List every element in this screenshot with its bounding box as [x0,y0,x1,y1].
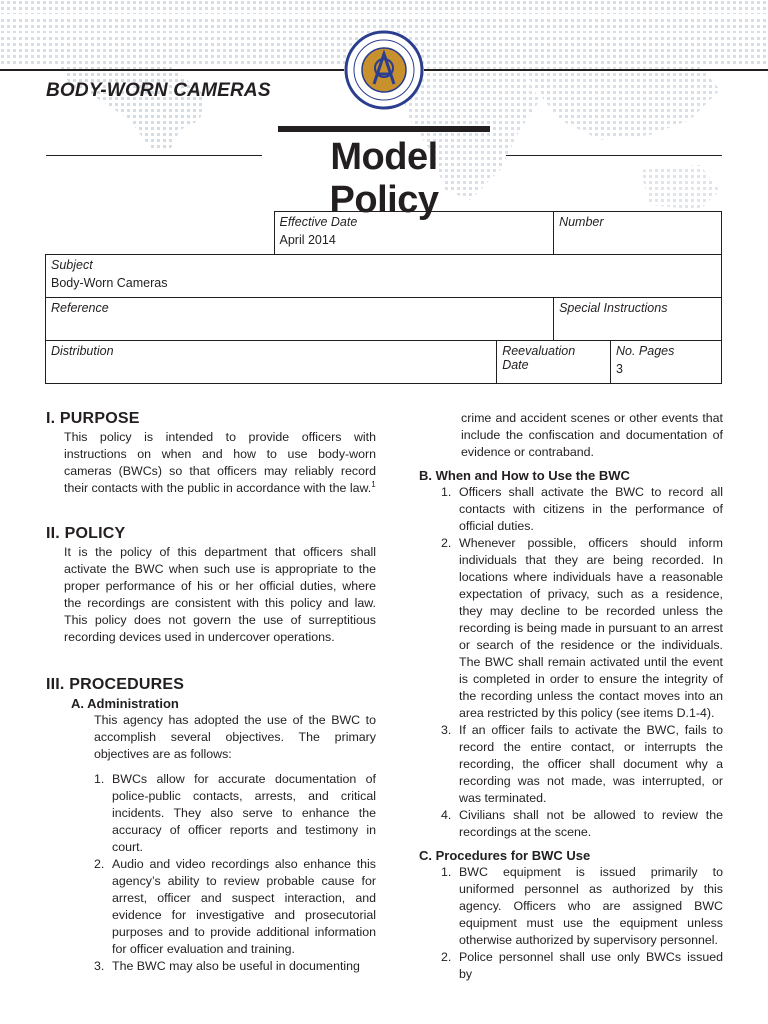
section-b-heading: B. When and How to Use the BWC [419,468,630,483]
subject-cell [46,255,722,298]
footnote-marker: 1 [371,479,376,489]
continuation-text: crime and accident scenes or other events that include the confiscation and documentation of evidence or contraband. [461,411,723,459]
admin-text: This agency has adopted the use of the BWC to accomplish several objectives. The primary objectives are as follows: [94,713,376,761]
title-rule-right [506,155,722,156]
pages-cell [611,341,722,384]
title-bar [278,126,490,132]
list-item: 1. Officers shall activate the BWC to record all contacts with citizens in the performance of official duties. [441,485,723,533]
list-item: 4. Civilians shall not be allowed to review the recordings at the scene. [441,808,723,839]
list-item: 2. Whenever possible, officers should inform individuals that they are being recorded. In locations where individuals have a reasonable expectation of privacy, such as a residence, they may decline to be recorded unless the recording is being made in pursuant to an arrest or search of the residence or the individuals. The BWC shall remain activated until the event is completed in order to ensure the integrity of the recording unless the contact moves into an area restricted by this policy (see items D.1-4). [441,536,723,720]
pages-label: No. Pages [616,344,675,358]
distribution-label: Distribution [51,344,114,358]
section-c-list [419,864,723,983]
effective-date-label: Effective Date [279,215,358,229]
effective-date-value: April 2014 [279,233,336,247]
subject-value: Body-Worn Cameras [51,276,168,290]
association-seal-icon [344,30,424,110]
policy-text: It is the policy of this department that officers shall activate the BWC when such use is appropriate to the proper performance of his or her official duties, where the recordings are consistent with this policy and law. This policy does not govern the use of surreptitious recording devices used in undercover operations. [64,545,376,644]
title-rule-left [46,155,262,156]
admin-heading: A. Administration [71,696,179,711]
header-rule [424,69,768,71]
list-item: 3. The BWC may also be useful in documenting [94,959,360,973]
section-c-heading: C. Procedures for BWC Use [419,848,591,863]
special-instructions-label: Special Instructions [559,301,668,315]
number-cell [554,212,722,255]
subject-label: Subject [51,258,93,272]
reevaluation-cell [497,341,611,384]
number-label: Number [559,215,604,229]
purpose-paragraph [46,429,376,497]
list-item: 3. If an officer fails to activate the BWC, fails to record the entire contact, or interrupts the recording, the officer shall document why a recording was not made, was interrupted, or was terminated. [441,723,723,805]
page-title: Model Policy [329,136,439,221]
list-item: 2. Audio and video recordings also enhance this agency’s ability to review probable cause for arrest, officer and suspect interaction, and evidence for investigative and prosecutorial purposes and to provide additional information for officer evaluation and training. [94,857,376,956]
header-rule [0,69,344,71]
list-item: 1. BWCs allow for accurate documentation of police-public contacts, arrests, and critical incidents. They also serve to enhance the accuracy of officer reports and testimony in court. [94,772,376,854]
list-item: 2. Police personnel shall use only BWCs issued by [441,950,723,981]
policy-heading: II. POLICY [46,525,126,542]
admin-list [46,771,376,975]
special-instructions-cell [554,298,722,341]
section-b-list [419,484,723,841]
right-column [419,410,723,983]
reference-label: Reference [51,301,109,315]
pages-value: 3 [616,362,623,376]
procedures-heading: III. PROCEDURES [46,676,185,693]
distribution-cell [46,341,497,384]
reevaluation-label: Reevaluation Date [502,344,576,372]
left-column [46,410,376,975]
purpose-heading: I. PURPOSE [46,410,140,427]
reference-cell [46,298,554,341]
effective-date-cell [274,212,554,255]
header-label: BODY-WORN CAMERAS [46,80,271,101]
list-item: 1. BWC equipment is issued primarily to uniformed personnel as authorized by this agency. Officers who are assigned BWC equipment must use the equipment unless otherwise authorized by supervisory personnel. [441,865,723,947]
purpose-text: This policy is intended to provide officers with instructions on when and how to use body-worn cameras (BWCs) so that officers may reliably record their contacts with the public in accordance with the law. [64,430,376,495]
policy-info-table [45,211,722,384]
